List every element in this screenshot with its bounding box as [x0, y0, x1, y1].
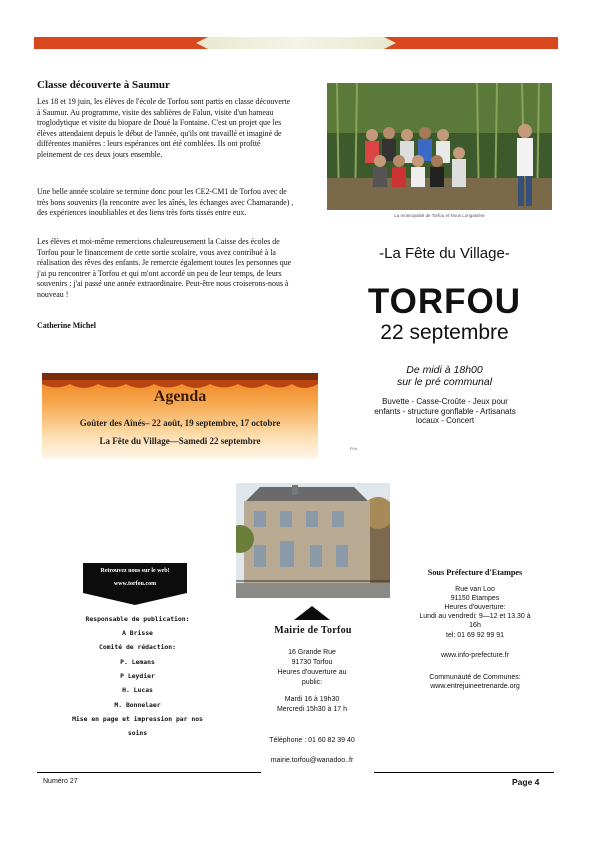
article-title: Classe découverte à Saumur	[37, 79, 170, 91]
mairie-hours-1: Mardi 16 à 19h30	[284, 696, 340, 703]
photo-caption: La municipalité de Torfou et Nous Longanière	[394, 213, 485, 218]
footer-issue-number: Numéro 27	[43, 778, 78, 785]
fete-date: 22 septembre	[380, 321, 509, 344]
credit-publication-label: Responsable de publication:	[85, 615, 190, 623]
prefecture-website[interactable]: www.info-prefecture.fr	[440, 652, 510, 659]
mairie-hours-label-1: Heures d'ouverture au	[277, 669, 347, 676]
fete-time	[327, 364, 562, 388]
mairie-address-2: 91730 Torfou	[291, 659, 333, 666]
fete-small-note: Pl.b.	[350, 446, 359, 451]
mairie-address-1: 16 Grande Rue	[288, 649, 336, 656]
mairie-title: Mairie de Torfou	[274, 625, 352, 636]
fete-time-line2: sur le pré communal	[396, 376, 493, 388]
web-banner-text: Retrouvez nous sur le web!	[100, 568, 170, 574]
article-paragraph-1: Les 18 et 19 juin, les élèves de l'école de Torfou sont partis en classe découverte à Saumur. Au programme, visite des sablières de Falun, visite d'un hameau troglodytique et visite du biopare de Doué la Fontaine. C'est un projet que les élèves attendaient depuis le début de l'année, qu'ils ont travaillé et imaginé de différentes manières : leurs espérances ont été comblées. Ils ont profité pleinement de ces deux jours ensemble.	[37, 97, 291, 159]
mairie-email[interactable]: mairie.torfou@wanadoo..fr	[270, 757, 354, 764]
prefecture-address-2: 91150 Etampes	[450, 595, 500, 602]
credit-layout-label: Mise en page et impression par nos	[72, 715, 203, 723]
footer-page-number: Page 4	[512, 777, 540, 787]
mairie-hours-2: Mercredi 15h30 à 17 h	[276, 706, 348, 713]
credit-member: P Leydier	[120, 672, 155, 680]
fete-town: TORFOU	[367, 282, 522, 321]
credit-member: H. Lucas	[122, 686, 153, 694]
class-trip-photo	[327, 83, 552, 210]
fete-title: -La Fête du Village-	[379, 245, 510, 262]
fete-activities	[350, 397, 540, 426]
agenda-item-fete: La Fête du Village—Samedi 22 septembre	[99, 436, 261, 446]
fete-activities-line1: Buvette - Casse-Croûte - Jeux pour	[382, 397, 508, 406]
class-trip-photo-image	[327, 83, 552, 210]
prefecture-hours-2: 16h	[469, 622, 481, 629]
credit-publication-name: A Brisse	[122, 629, 153, 637]
prefecture-hours-label: Heures d'ouverture:	[444, 604, 506, 611]
mairie-arrow-decoration	[294, 606, 330, 620]
footer-divider-left	[37, 772, 261, 773]
agenda-top-band	[42, 373, 318, 380]
town-hall-photo-image	[236, 483, 390, 598]
agenda-item-gouter: Goûter des Aînés– 22 août, 19 septembre, 17 octobre	[79, 418, 281, 428]
prefecture-phone: tel: 01 69 92 99 91	[446, 632, 504, 639]
credit-member: M. Bonnelaer	[114, 701, 161, 709]
website-link[interactable]: www.torfou.com	[113, 581, 157, 587]
community-label: Communauté de Communes:	[429, 674, 521, 681]
credit-layout-label-2: soins	[127, 729, 148, 737]
article-paragraph-3: Les élèves et moi-même remercions chaleureusement la Caisse des écoles de Torfou pour le financement de cette sortie scolaire, vous avez contribué à la réalisation des rêves des enfants. Je remercie également toutes les personnes que j'ai pu rencontrer à Torfou et qui m'ont accordé un peu de leur temps, de leurs souvenirs : j'ai passé une année extraordinaire. Peut-être nous croiserons-nous à nouveau !	[37, 237, 292, 299]
credit-member: P. Lemans	[120, 658, 155, 666]
fete-activities-line2: enfants - structure gonflable - Artisanats	[374, 406, 516, 416]
prefecture-title: Sous Préfecture d'Etampes	[427, 568, 523, 577]
top-banner-center-ornament	[196, 37, 396, 49]
footer-divider-right	[374, 772, 554, 773]
article-author: Catherine Michel	[37, 321, 96, 330]
credit-committee-label: Comité de rédaction:	[99, 643, 176, 651]
fete-time-line1: De midi à 18h00	[406, 364, 483, 376]
mairie-hours-label-2: public:	[301, 679, 323, 686]
fete-activities-line3: locaux - Concert	[415, 416, 475, 426]
town-hall-photo	[236, 483, 390, 598]
mairie-phone: Téléphone : 01 60 82 39 40	[269, 737, 355, 744]
article-paragraph-2: Une belle année scolaire se termine donc pour les CE2-CM1 de Torfou avec de très bons souvenirs (la rencontre avec les aînés, les échanges avec Chamarande) , des expériences inoubliables et des liens très forts tissés entre eux.	[37, 187, 294, 218]
community-website[interactable]: www.entrejuineetrenarde.org	[430, 683, 520, 690]
prefecture-address-1: Rue van Loo	[455, 586, 495, 593]
prefecture-hours-1: Lundi au vendredi: 9—12 et 13.30 à	[419, 613, 531, 620]
agenda-title: Agenda	[153, 388, 207, 405]
